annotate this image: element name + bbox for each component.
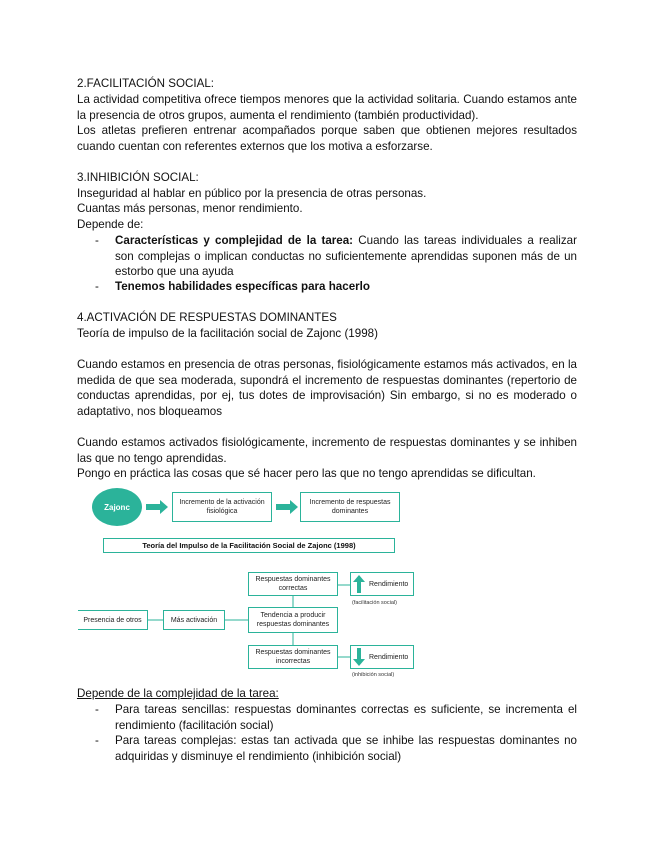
section2-para2: Los atletas prefieren entrenar acompañados porque saben que obtienen mejores resultados cuando cuentan con referentes externos que los motiva a esforzarse. [77, 124, 577, 153]
bullet-dash: - [95, 703, 99, 716]
rendimiento-up-label: Rendimiento [369, 580, 409, 588]
inhibicion-label: (inhibición social) [352, 672, 395, 678]
box-rendimiento-down [350, 645, 414, 669]
arrow-down-icon [353, 648, 365, 666]
section2-para1: La actividad competitiva ofrece tiempos menores que la actividad solitaria. Cuando estamos ante la presencia de otros grupos, aumenta el rendimiento (también productividad). [77, 93, 577, 122]
section3-heading: 3.INHIBICIÓN SOCIAL: [77, 171, 199, 184]
section3-line1: Inseguridad al hablar en público por la presencia de otras personas. [77, 187, 427, 200]
box-tendencia: Tendencia a producir respuestas dominantes [248, 607, 338, 633]
section3-line3: Depende de: [77, 218, 144, 231]
box-incremento-respuestas: Incremento de respuestas dominantes [300, 492, 400, 522]
arrow-up-icon [353, 575, 365, 593]
section5-heading: Depende de la complejidad de la tarea: [77, 687, 279, 700]
diagram-title-text: Teoría del Impulso de la Facilitación Social de Zajonc (1998) [142, 541, 356, 550]
bullet-dash: - [95, 234, 99, 247]
section4-heading: 4.ACTIVACIÓN DE RESPUESTAS DOMINANTES [77, 311, 337, 324]
box-mas-activacion: Más activación [163, 610, 225, 630]
zajonc-label: Zajonc [104, 502, 130, 512]
section4-para1: Cuando estamos en presencia de otras personas, fisiológicamente estamos más activados, en la medida de que sea moderada, supondrá el incremento de respuestas dominantes (repertorio de conductas aprendidas, por ej, tus dotes de improvisación) Sin embargo, si no es moderado o adaptativo, nos bloqueamos [77, 358, 577, 418]
bullet1-rest: Cuando las tareas individuales a realizar son complejas o implican conductas no suficientemente aprendidas suponen más de un estorbo que una ayuda [115, 234, 577, 279]
box-incorrectas: Respuestas dominantes incorrectas [248, 645, 338, 669]
zajonc-circle [92, 488, 142, 526]
facilitacion-label: (facilitación social) [352, 600, 397, 606]
box-incremento-activacion: Incremento de la activación fisiológica [172, 492, 272, 522]
box-presencia: Presencia de otros [78, 610, 148, 630]
bullet1-bold: Características y complejidad de la tarea: [115, 234, 354, 247]
section4-subtitle: Teoría de impulso de la facilitación social de Zajonc (1998) [77, 327, 378, 340]
section4-para3: Pongo en práctica las cosas que sé hacer pero las que no tengo aprendidas se dificultan. [77, 467, 536, 480]
section5-bullet2-text: Para tareas complejas: estas tan activada que se inhibe las respuestas dominantes no adquiridas y disminuye el rendimiento (inhibición social) [115, 734, 577, 763]
section4-para2: Cuando estamos activados fisiológicamente, incremento de respuestas dominantes y se inhiben las que no tengo aprendidas. [77, 436, 577, 465]
section2-heading: 2.FACILITACIÓN SOCIAL: [77, 77, 215, 90]
section3-line2: Cuantas más personas, menor rendimiento. [77, 202, 303, 215]
bullet2-bold: Tenemos habilidades específicas para hacerlo [115, 280, 370, 293]
box-rendimiento-up [350, 572, 414, 596]
arrow-right-icon [146, 500, 170, 514]
bullet-dash: - [95, 280, 99, 293]
rendimiento-down-label: Rendimiento [369, 653, 409, 661]
section5-bullet1-text: Para tareas sencillas: respuestas dominantes correctas es suficiente, se incrementa el rendimiento (facilitación social) [115, 703, 577, 732]
diagram-title [103, 538, 395, 553]
box-correctas: Respuestas dominantes correctas [248, 572, 338, 596]
arrow-right-icon [276, 500, 300, 514]
bullet-dash: - [95, 734, 99, 747]
